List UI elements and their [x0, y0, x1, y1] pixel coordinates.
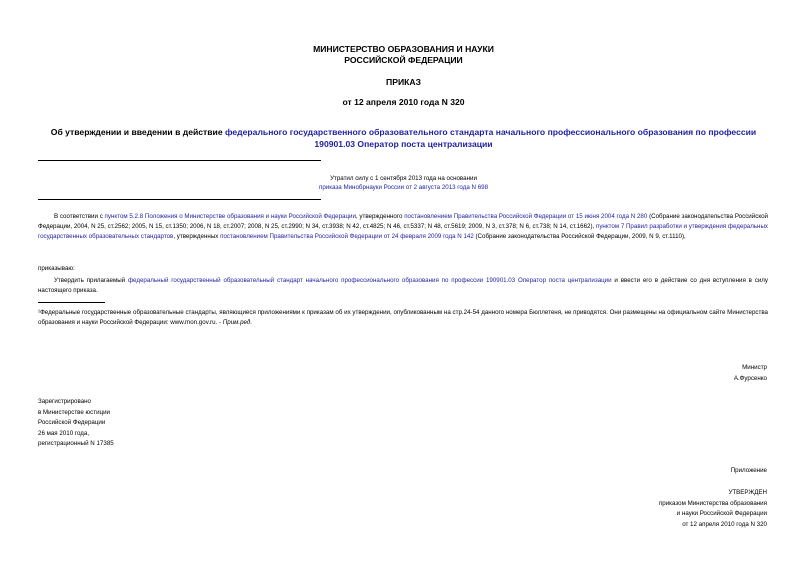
footnote-rule [38, 302, 105, 303]
signature-position: Министр [742, 364, 767, 371]
footnote-editor-note: Прим.ред. [222, 319, 253, 326]
registration-line: регистрационный N 17385 [38, 440, 114, 447]
doc-date-number: от 12 апреля 2010 года N 320 [342, 97, 465, 107]
doc-title [40, 126, 767, 150]
preamble-text-1: В соответствии с [54, 213, 105, 220]
divider-bottom [38, 199, 321, 200]
preamble-text-2: , утвержденного [355, 213, 405, 220]
footnote-mark: ¹ [38, 309, 41, 316]
ministry-line-2: РОССИЙСКОЙ ФЕДЕРАЦИИ [344, 55, 463, 65]
appendix-line: от 12 апреля 2010 года N 320 [682, 520, 767, 528]
appendix-approval-block [467, 488, 767, 530]
link-decree-280[interactable]: постановлением Правительства Российской Федерации от 15 июня 2004 года N 280 [404, 213, 648, 220]
appendix-label: Приложение [730, 467, 767, 474]
preamble-paragraph [38, 212, 768, 242]
registration-block [38, 397, 238, 450]
appendix-approved: УТВЕРЖДЕН [728, 489, 767, 496]
appendix-line: и науки Российской Федерации [676, 510, 767, 517]
preamble-text-5: (Собрание законодательства Российской Федерации, 2009, N 9, ст.1110), [473, 233, 686, 240]
approve-paragraph [38, 276, 768, 296]
title-standard-link[interactable]: федерального государственного образовательного стандарта начального профессионального образования по профессии 190901.03 Оператор поста централизации [225, 127, 757, 149]
status-line: Утратил силу с 1 сентября 2013 года на основании [330, 175, 477, 182]
approve-text-1: Утвердить прилагаемый [54, 277, 128, 284]
link-regulation-clause[interactable]: пунктом 5.2.8 Положения о Министерстве образования и науки Российской Федерации [104, 213, 356, 220]
signature-name: А.Фурсенко [733, 374, 767, 382]
doc-type: ПРИКАЗ [386, 77, 421, 87]
ministry-name [0, 44, 807, 66]
registration-line: Зарегистрировано [38, 398, 91, 405]
appendix-line: приказом Министерства образования [658, 499, 767, 507]
ministry-line-1: МИНИСТЕРСТВО ОБРАЗОВАНИЯ И НАУКИ [313, 44, 494, 54]
status-note [300, 174, 507, 192]
preamble-text-3: (Собрание законодательства Российской Федерации, 2004, N 25, ст.2562; 2005, N 15, ст.1350; 2006, N 18, ст.2007; 2008, N 25, ст.2990; N 34, ст.3938; N 42, ст.4825; N 46, ст.5337; N 48, ст.5619; 2009, N 3, ст.378; N 6, ст.738; N 14, ст.1662), [38, 213, 768, 230]
footnote [38, 308, 768, 328]
registration-line: в Министерстве юстиции [38, 408, 111, 416]
status-repeal-link[interactable]: приказа Минобрнауки России от 2 августа 2013 года N 698 [318, 184, 489, 191]
registration-line: Российской Федерации [38, 419, 106, 426]
approve-text-2: и ввести его в действие со дня вступления в силу настоящего приказа. [38, 277, 768, 294]
divider-top [38, 160, 321, 161]
footnote-text: Федеральные государственные образовательные стандарты, являющиеся приложениями к приказам об их утверждении, опубликованным на стр.24-54 данного номера Бюллетеня, не приводятся. Они размещены на официальном сайте Министерства образования и науки Российской Федерации: www.mon.gov.ru. - [38, 309, 768, 326]
link-rules-clause-7[interactable]: пунктом 7 Правил разработки и утверждения федеральных государственных образовательных стандартов [38, 223, 768, 240]
link-decree-142[interactable]: постановлением Правительства Российской Федерации от 24 февраля 2009 года N 142 [220, 233, 474, 240]
order-word: приказываю: [38, 265, 75, 272]
title-prefix: Об утверждении и введении в действие [50, 127, 225, 137]
registration-line: 26 мая 2010 года, [38, 429, 90, 437]
link-standard[interactable]: федеральный государственный образовательный стандарт начального профессионального образования по профессии 190901.03 Оператор поста централизации [127, 277, 612, 284]
signature-block [467, 363, 767, 384]
preamble-text-4: , утвержденных [173, 233, 221, 240]
